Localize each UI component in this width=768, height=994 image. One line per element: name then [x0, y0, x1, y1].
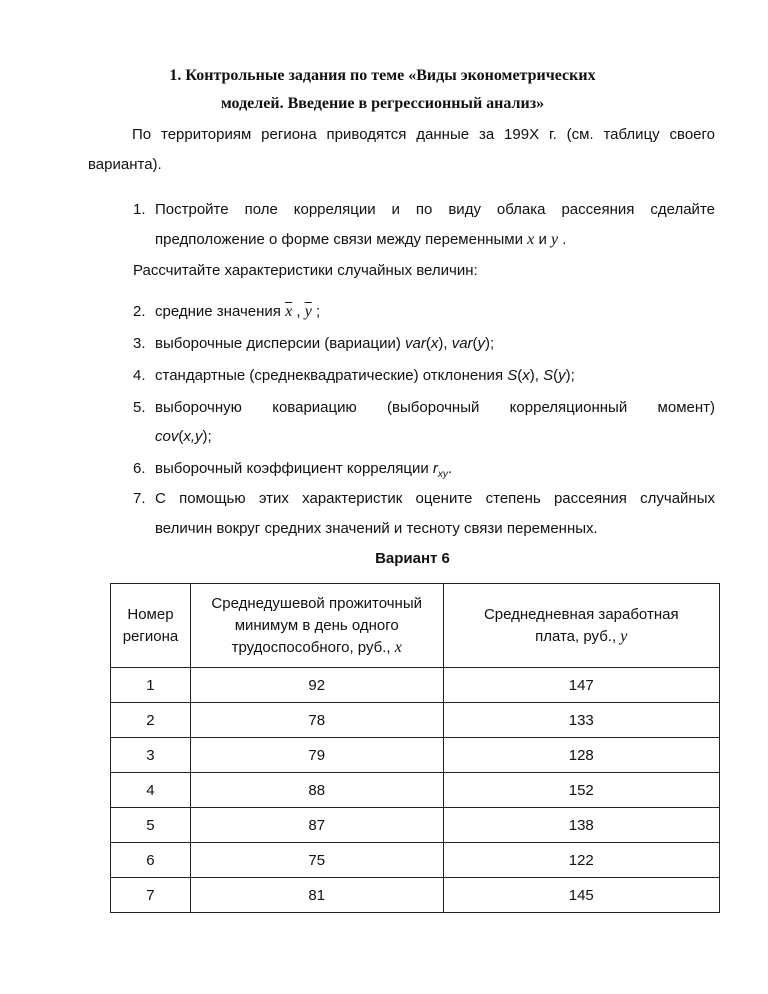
title-line-2: моделей. Введение в регрессионный анализ» [220, 95, 545, 112]
table-header-row [111, 584, 720, 668]
symbol-r: r [432, 460, 438, 477]
data-table [110, 583, 720, 913]
text-fragment: ); [565, 367, 575, 384]
item-text [155, 301, 715, 323]
func-cov: cov [155, 428, 179, 445]
header-text: региона [122, 627, 179, 645]
mean-x: $\overline{x}$ [285, 303, 293, 320]
cell-x: 81 [190, 878, 443, 913]
text-fragment: ), [438, 335, 452, 352]
cell-x: 79 [190, 738, 443, 773]
func-s: S [507, 367, 518, 384]
mean-y: $\overline{y}$ [304, 303, 312, 320]
func-var: var [405, 335, 426, 352]
text-fragment: . [447, 460, 453, 477]
text-fragment: ( [178, 428, 184, 445]
title-line-1: 1. Контрольные задания по теме «Виды эконометрических [169, 67, 596, 84]
calc-label: Рассчитайте характеристики случайных величин: [133, 262, 478, 279]
intro-paragraph [88, 124, 715, 173]
header-text: Среднедневная заработная [483, 605, 679, 623]
header-daily-wage [443, 584, 719, 668]
text-fragment: стандартные (среднеквадратические) отклонения [155, 367, 508, 384]
text-fragment: ( [425, 335, 431, 352]
variant-heading: Вариант 6 [375, 550, 450, 567]
header-text: Среднедушевой прожиточный [211, 594, 423, 612]
header-text: трудоспособного, руб., [231, 638, 395, 656]
cell-region: 3 [111, 738, 191, 773]
item-number: 4. [133, 367, 146, 384]
table-row [111, 843, 720, 878]
item-text-line-2 [155, 229, 715, 251]
var-x: x [430, 335, 439, 352]
text-fragment: выборочный коэффициент корреляции [155, 460, 433, 477]
text-fragment: . [558, 231, 567, 248]
table-row [111, 703, 720, 738]
cell-x: 87 [190, 808, 443, 843]
cell-y: 147 [443, 668, 719, 703]
text-fragment: средние значения [155, 303, 286, 320]
item-text: С помощью этих характеристик оцените степень рассеяния случайных [155, 490, 715, 507]
variable-y: y [551, 231, 559, 248]
table-row [111, 878, 720, 913]
text-fragment: ( [472, 335, 478, 352]
cell-x: 88 [190, 773, 443, 808]
cell-region: 2 [111, 703, 191, 738]
cell-y: 152 [443, 773, 719, 808]
header-text: минимум в день одного [234, 616, 399, 634]
item-text: выборочную ковариацию (выборочный корреляционный момент) [155, 399, 715, 416]
var-x: x [522, 367, 530, 384]
item-number: 7. [133, 490, 146, 507]
cell-y: 145 [443, 878, 719, 913]
text-fragment: и [534, 231, 551, 248]
text-fragment: ( [517, 367, 523, 384]
symbol-subscript: xy [437, 469, 448, 480]
text-fragment: выборочные дисперсии (вариации) [155, 335, 406, 352]
func-var: var [451, 335, 473, 352]
text-fragment: ), [529, 367, 544, 384]
cell-region: 4 [111, 773, 191, 808]
cell-x: 92 [190, 668, 443, 703]
variable-x: x [527, 231, 535, 248]
item-text-line-2 [155, 426, 715, 448]
intro-line-2: варианта). [88, 156, 162, 173]
item-text-line-2: величин вокруг средних значений и тесноту связи переменных. [155, 520, 598, 537]
header-region-number [111, 584, 191, 668]
table-row [111, 773, 720, 808]
cell-y: 133 [443, 703, 719, 738]
cell-x: 75 [190, 843, 443, 878]
text-fragment: ); [485, 335, 495, 352]
item-number: 5. [133, 399, 146, 416]
variable-y: y [620, 627, 628, 645]
header-text: Номер [127, 605, 174, 623]
cell-region: 5 [111, 808, 191, 843]
item-text [155, 365, 715, 387]
cell-y: 138 [443, 808, 719, 843]
item-number: 1. [133, 201, 146, 218]
cell-y: 122 [443, 843, 719, 878]
text-fragment: ); [202, 428, 212, 445]
item-text [155, 333, 715, 355]
cell-region: 7 [111, 878, 191, 913]
header-subsistence-minimum [190, 584, 443, 668]
cell-x: 78 [190, 703, 443, 738]
item-text: Постройте поле корреляции и по виду облака рассеяния сделайте [155, 201, 715, 218]
item-text [155, 458, 715, 486]
cell-region: 6 [111, 843, 191, 878]
text-fragment: , [292, 303, 305, 320]
table-row [111, 808, 720, 843]
text-fragment: предположение о форме связи между переменными [155, 231, 528, 248]
cell-region: 1 [111, 668, 191, 703]
table-row [111, 668, 720, 703]
func-s: S [543, 367, 554, 384]
table-row [111, 738, 720, 773]
variable-x: x [394, 638, 402, 656]
item-number: 3. [133, 335, 146, 352]
item-number: 2. [133, 303, 146, 320]
item-number: 6. [133, 460, 146, 477]
var-y: y [477, 335, 486, 352]
text-fragment: ( [553, 367, 559, 384]
text-fragment: ; [311, 303, 321, 320]
var-y: y [558, 367, 566, 384]
header-text: плата, руб., [535, 627, 621, 645]
cell-y: 128 [443, 738, 719, 773]
intro-line-1: По территориям региона приводятся данные за 199Х г. (см. таблицу своего [132, 126, 715, 143]
var-xy: x,y [183, 428, 203, 445]
